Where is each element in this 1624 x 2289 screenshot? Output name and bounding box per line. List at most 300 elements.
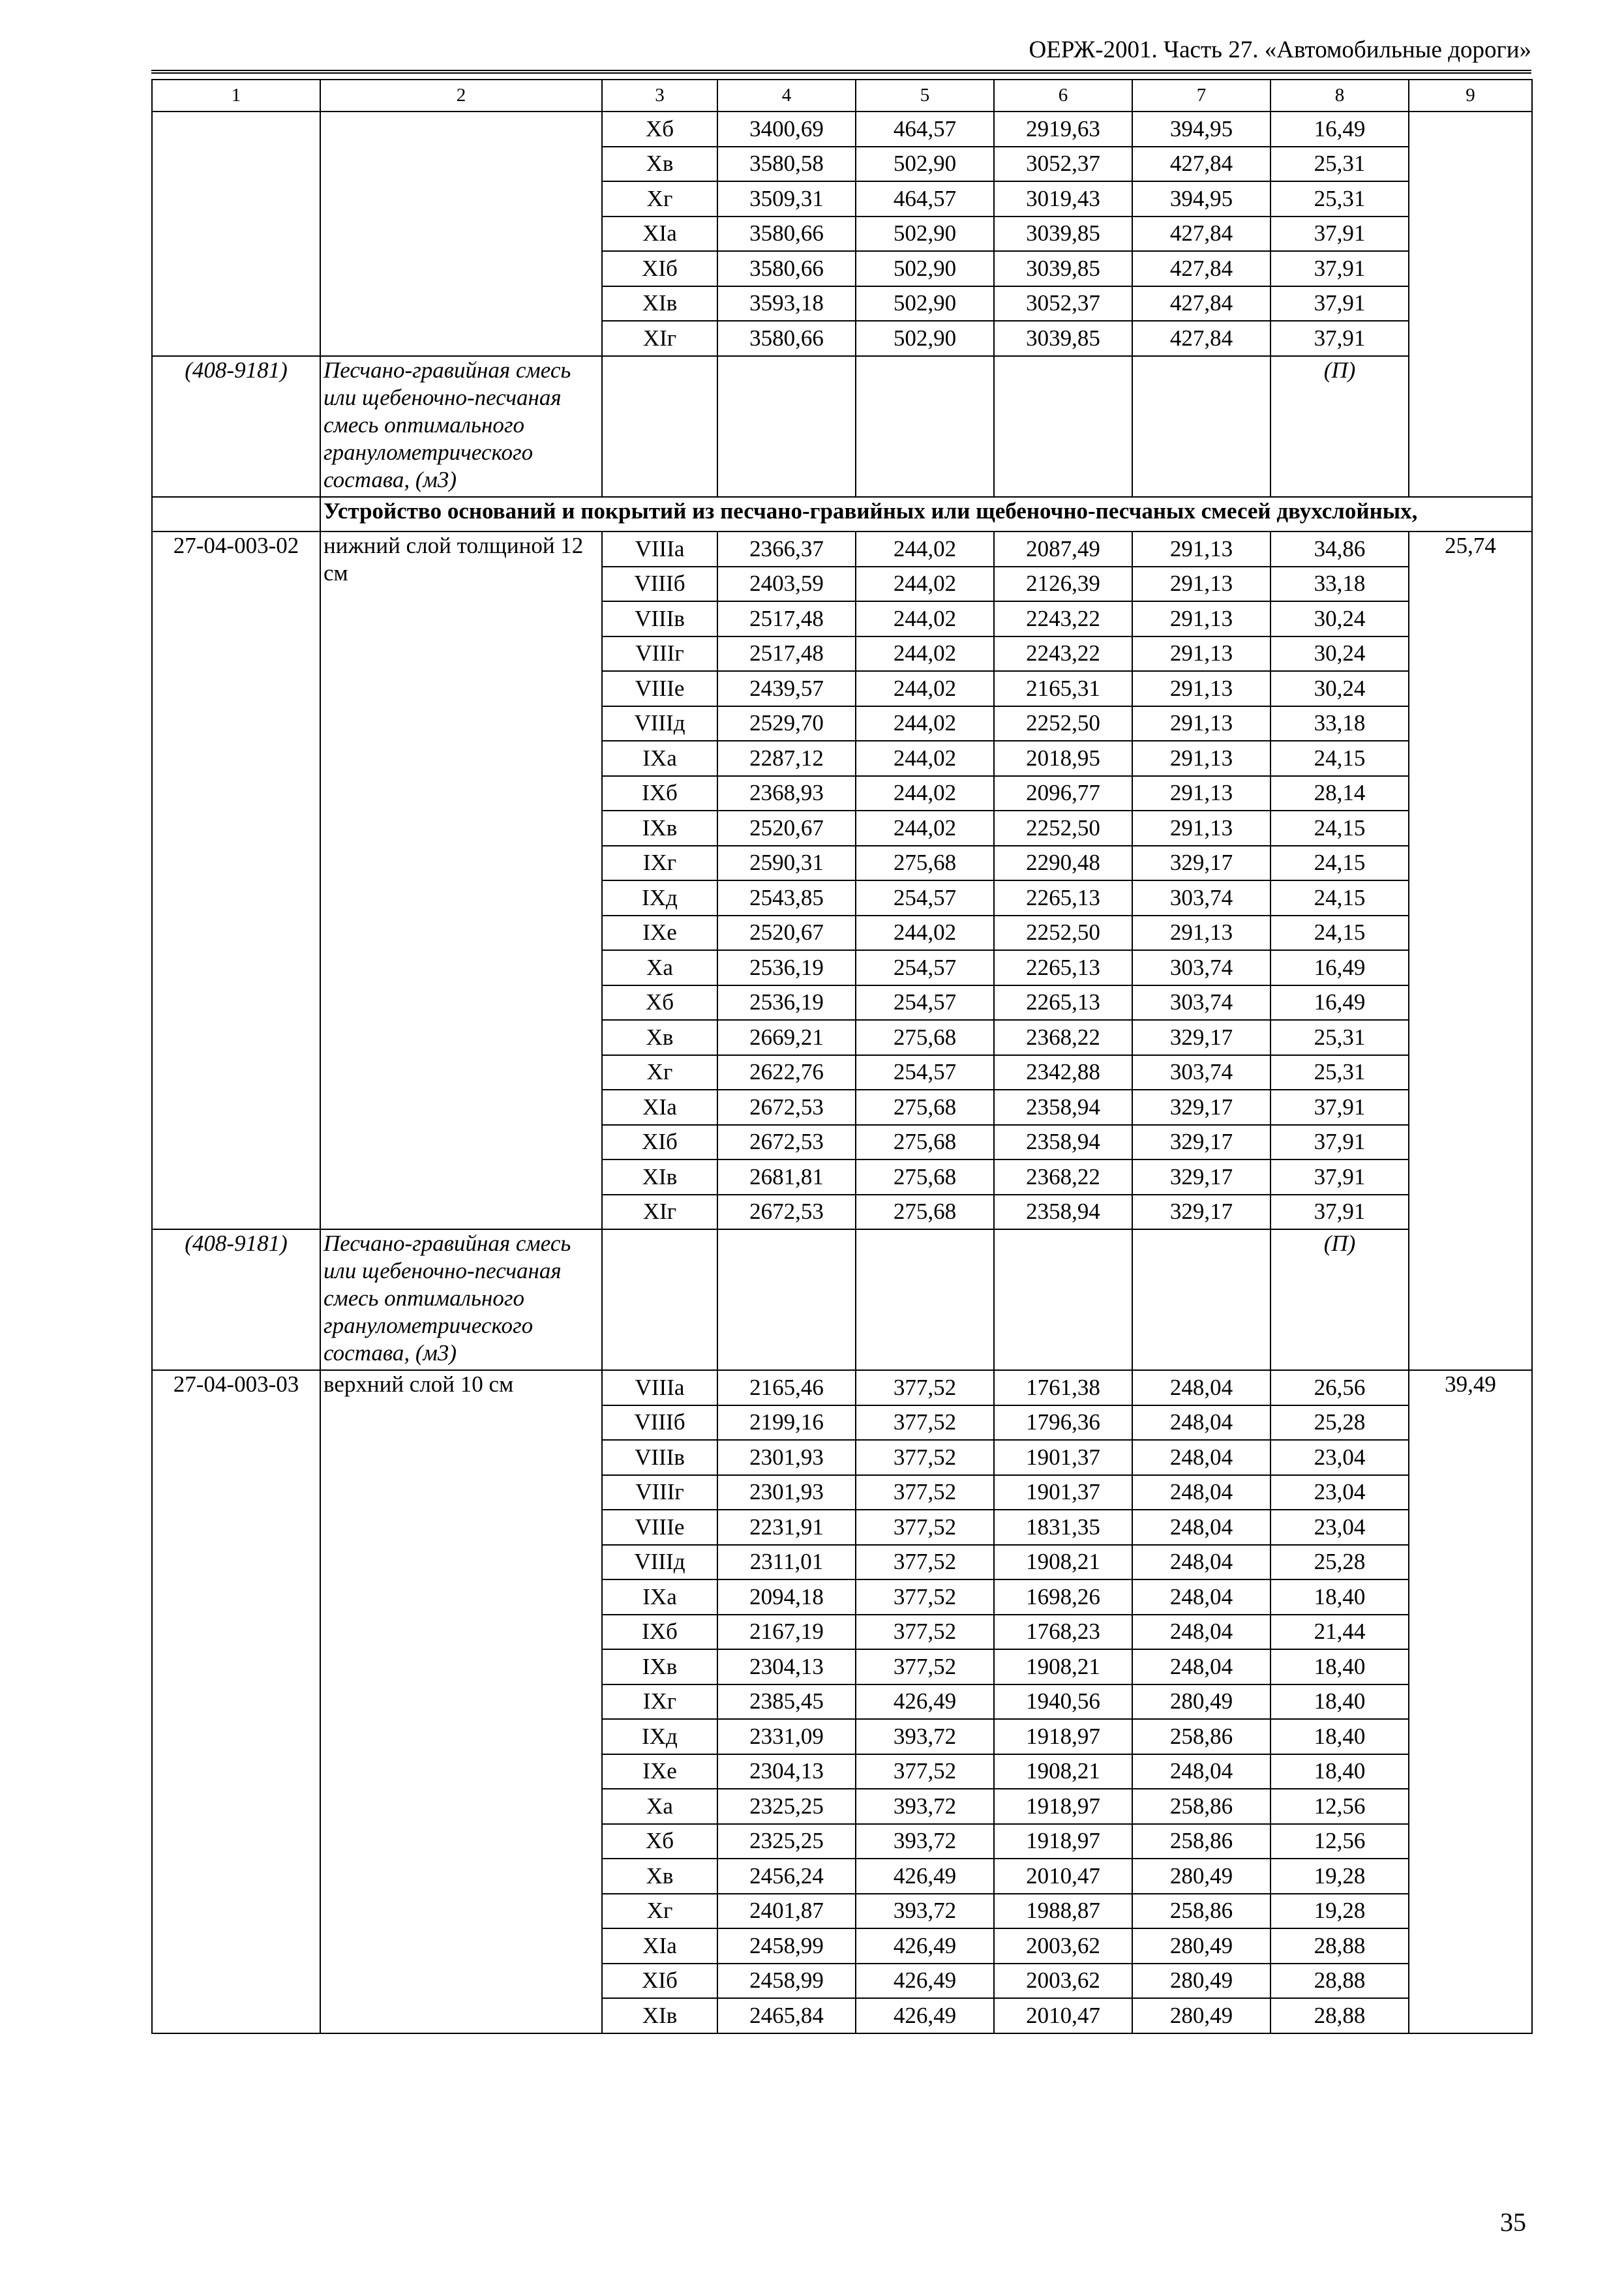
rate-code: 27-04-003-03 [152,1370,320,2033]
wages-cell: 502,90 [856,217,994,252]
total-cost-cell: 2590,31 [717,846,856,881]
total-cost-cell: 3580,66 [717,217,856,252]
class-cell: IXв [602,811,717,846]
materials-cell: 24,15 [1271,741,1409,776]
total-cost-cell: 2231,91 [717,1510,856,1545]
total-cost-cell: 2301,93 [717,1440,856,1475]
driver-wages-cell: 248,04 [1132,1615,1271,1650]
materials-cell: 24,15 [1271,880,1409,916]
wages-cell: 377,52 [856,1545,994,1580]
wages-cell: 502,90 [856,251,994,286]
machines-cell: 2126,39 [994,567,1132,602]
driver-wages-cell: 258,86 [1132,1719,1271,1754]
total-cost-cell: 2672,53 [717,1090,856,1125]
total-cost-cell: 2543,85 [717,880,856,916]
total-cost-cell: 3400,69 [717,112,856,147]
total-cost-cell: 2536,19 [717,950,856,985]
wages-cell: 464,57 [856,181,994,217]
class-cell: VIIIг [602,636,717,672]
class-cell: IXб [602,776,717,811]
driver-wages-cell: 427,84 [1132,321,1271,356]
materials-cell: 28,14 [1271,776,1409,811]
table-row [152,1370,1532,1405]
materials-cell: 30,24 [1271,671,1409,706]
driver-wages-cell: 427,84 [1132,286,1271,322]
wages-cell: 275,68 [856,1195,994,1230]
class-cell: IXд [602,1719,717,1754]
materials-cell: 16,49 [1271,985,1409,1021]
total-cost-cell: 2301,93 [717,1475,856,1510]
wages-cell: 244,02 [856,671,994,706]
wages-cell: 393,72 [856,1789,994,1824]
class-cell: VIIIа [602,531,717,567]
col9-cell-empty [1409,112,1532,497]
materials-cell: 37,91 [1271,1195,1409,1230]
class-cell: XIг [602,1195,717,1230]
empty-cell [1132,1229,1271,1370]
wages-cell: 275,68 [856,1090,994,1125]
materials-cell: 37,91 [1271,217,1409,252]
materials-cell: 28,88 [1271,1998,1409,2033]
total-cost-cell: 2325,25 [717,1824,856,1859]
driver-wages-cell: 258,86 [1132,1894,1271,1929]
class-cell: VIIIв [602,601,717,636]
machines-cell: 2342,88 [994,1055,1132,1090]
total-cost-cell: 2520,67 [717,811,856,846]
driver-wages-cell: 329,17 [1132,1159,1271,1195]
material-row [152,356,1532,497]
driver-wages-cell: 329,17 [1132,1195,1271,1230]
class-cell: VIIIг [602,1475,717,1510]
driver-wages-cell: 248,04 [1132,1579,1271,1615]
driver-wages-cell: 291,13 [1132,776,1271,811]
class-cell: IXа [602,741,717,776]
wages-cell: 377,52 [856,1754,994,1789]
materials-cell: 12,56 [1271,1789,1409,1824]
class-cell: Xв [602,1020,717,1055]
total-cost-cell: 2529,70 [717,706,856,741]
wages-cell: 254,57 [856,985,994,1021]
wages-cell: 377,52 [856,1405,994,1441]
wages-cell: 275,68 [856,1125,994,1160]
wages-cell: 502,90 [856,321,994,356]
rates-table [151,79,1533,2034]
machines-cell: 2003,62 [994,1964,1132,1999]
machines-cell: 2368,22 [994,1159,1132,1195]
machines-cell: 1908,21 [994,1754,1132,1789]
column-number: 2 [320,80,602,112]
total-cost-cell: 2456,24 [717,1859,856,1894]
total-cost-cell: 2681,81 [717,1159,856,1195]
materials-cell: 23,04 [1271,1440,1409,1475]
section-title: Устройство оснований и покрытий из песчано-гравийных или щебеночно-песчаных смесей двухслойных, [320,497,1532,532]
wages-cell: 254,57 [856,1055,994,1090]
table-row [152,531,1532,567]
driver-wages-cell: 291,13 [1132,741,1271,776]
class-cell: XIб [602,1125,717,1160]
column-number: 9 [1409,80,1532,112]
empty-cell [1132,356,1271,497]
materials-cell: 26,56 [1271,1370,1409,1405]
wages-cell: 377,52 [856,1649,994,1684]
wages-cell: 502,90 [856,286,994,322]
wages-cell: 244,02 [856,601,994,636]
driver-wages-cell: 280,49 [1132,1998,1271,2033]
code-cell-empty [152,112,320,356]
machines-cell: 2265,13 [994,880,1132,916]
total-cost-cell: 2458,99 [717,1964,856,1999]
class-cell: VIIIд [602,1545,717,1580]
materials-cell: 25,31 [1271,1020,1409,1055]
class-cell: IXг [602,846,717,881]
class-cell: IXг [602,1684,717,1720]
driver-wages-cell: 248,04 [1132,1649,1271,1684]
materials-cell: 21,44 [1271,1615,1409,1650]
empty-cell [717,356,856,497]
class-cell: IXе [602,916,717,951]
empty-cell [602,356,717,497]
total-cost-cell: 2517,48 [717,601,856,636]
machines-cell: 2252,50 [994,811,1132,846]
total-cost-cell: 2287,12 [717,741,856,776]
class-cell: IXб [602,1615,717,1650]
class-cell: IXд [602,880,717,916]
class-cell: Xг [602,1055,717,1090]
class-cell: IXа [602,1579,717,1615]
materials-cell: 18,40 [1271,1719,1409,1754]
wages-cell: 426,49 [856,1928,994,1964]
wages-cell: 377,52 [856,1615,994,1650]
materials-cell: 37,91 [1271,1125,1409,1160]
machines-cell: 3052,37 [994,147,1132,182]
rate-name: нижний слой толщиной 12 см [320,531,602,1229]
total-cost-cell: 2325,25 [717,1789,856,1824]
driver-wages-cell: 303,74 [1132,880,1271,916]
wages-cell: 393,72 [856,1894,994,1929]
rates-table-body [152,80,1532,2033]
column-number: 5 [856,80,994,112]
materials-cell: 18,40 [1271,1684,1409,1720]
wages-cell: 464,57 [856,112,994,147]
driver-wages-cell: 291,13 [1132,601,1271,636]
machines-cell: 2368,22 [994,1020,1132,1055]
driver-wages-cell: 258,86 [1132,1824,1271,1859]
wages-cell: 244,02 [856,567,994,602]
materials-cell: 28,88 [1271,1964,1409,1999]
driver-wages-cell: 427,84 [1132,217,1271,252]
class-cell: VIIIб [602,1405,717,1441]
col9-value: 25,74 [1409,531,1532,1370]
wages-cell: 254,57 [856,880,994,916]
total-cost-cell: 2517,48 [717,636,856,672]
class-cell: XIг [602,321,717,356]
machines-cell: 2165,31 [994,671,1132,706]
column-number: 4 [717,80,856,112]
wages-cell: 426,49 [856,1684,994,1720]
empty-cell [602,1229,717,1370]
wages-cell: 426,49 [856,1964,994,1999]
class-cell: VIIIа [602,1370,717,1405]
total-cost-cell: 2165,46 [717,1370,856,1405]
wages-cell: 426,49 [856,1998,994,2033]
class-cell: Xг [602,1894,717,1929]
driver-wages-cell: 248,04 [1132,1440,1271,1475]
driver-wages-cell: 303,74 [1132,1055,1271,1090]
wages-cell: 275,68 [856,1159,994,1195]
material-name: Песчано-гравийная смесь или щебеночно-песчаная смесь оптимального гранулометрического состава, (м3) [320,1229,602,1370]
class-cell: XIб [602,251,717,286]
materials-cell: 25,28 [1271,1405,1409,1441]
total-cost-cell: 3580,66 [717,251,856,286]
machines-cell: 3039,85 [994,217,1132,252]
machines-cell: 1768,23 [994,1615,1132,1650]
column-number: 6 [994,80,1132,112]
total-cost-cell: 2094,18 [717,1579,856,1615]
materials-cell: 16,49 [1271,112,1409,147]
class-cell: IXв [602,1649,717,1684]
wages-cell: 377,52 [856,1579,994,1615]
materials-cell: 37,91 [1271,1090,1409,1125]
column-number: 7 [1132,80,1271,112]
driver-wages-cell: 291,13 [1132,706,1271,741]
materials-cell: 37,91 [1271,321,1409,356]
materials-cell: 12,56 [1271,1824,1409,1859]
wages-cell: 426,49 [856,1859,994,1894]
machines-cell: 1940,56 [994,1684,1132,1720]
page-header-title: ОЕРЖ-2001. Часть 27. «Автомобильные дороги» [151,38,1531,74]
total-cost-cell: 2669,21 [717,1020,856,1055]
col9-value: 39,49 [1409,1370,1532,2033]
total-cost-cell: 2403,59 [717,567,856,602]
materials-cell: 25,31 [1271,1055,1409,1090]
machines-cell: 1901,37 [994,1440,1132,1475]
wages-cell: 244,02 [856,531,994,567]
empty-cell [994,356,1132,497]
class-cell: VIIIе [602,671,717,706]
page-number: 35 [1500,2207,1526,2237]
column-number: 8 [1271,80,1409,112]
total-cost-cell: 2622,76 [717,1055,856,1090]
wages-cell: 275,68 [856,846,994,881]
materials-cell: 33,18 [1271,567,1409,602]
machines-cell: 2358,94 [994,1125,1132,1160]
total-cost-cell: 2199,16 [717,1405,856,1441]
table-row [152,112,1532,147]
machines-cell: 1908,21 [994,1545,1132,1580]
materials-cell: 30,24 [1271,601,1409,636]
machines-cell: 2018,95 [994,741,1132,776]
machines-cell: 3039,85 [994,321,1132,356]
driver-wages-cell: 248,04 [1132,1545,1271,1580]
wages-cell: 254,57 [856,950,994,985]
materials-cell: 23,04 [1271,1510,1409,1545]
machines-cell: 1918,97 [994,1789,1132,1824]
wages-cell: 275,68 [856,1020,994,1055]
machines-cell: 1831,35 [994,1510,1132,1545]
total-cost-cell: 2520,67 [717,916,856,951]
materials-cell: 19,28 [1271,1859,1409,1894]
class-cell: IXе [602,1754,717,1789]
materials-cell: 37,91 [1271,1159,1409,1195]
wages-cell: 244,02 [856,636,994,672]
empty-cell [856,1229,994,1370]
materials-cell: 37,91 [1271,251,1409,286]
driver-wages-cell: 303,74 [1132,950,1271,985]
machines-cell: 1918,97 [994,1824,1132,1859]
materials-cell: 37,91 [1271,286,1409,322]
section-title-row [152,497,1532,532]
total-cost-cell: 2368,93 [717,776,856,811]
driver-wages-cell: 280,49 [1132,1964,1271,1999]
machines-cell: 1901,37 [994,1475,1132,1510]
wages-cell: 244,02 [856,741,994,776]
machines-cell: 2265,13 [994,950,1132,985]
machines-cell: 2096,77 [994,776,1132,811]
driver-wages-cell: 329,17 [1132,1090,1271,1125]
class-cell: XIв [602,286,717,322]
driver-wages-cell: 248,04 [1132,1510,1271,1545]
total-cost-cell: 2536,19 [717,985,856,1021]
machines-cell: 2290,48 [994,846,1132,881]
materials-cell: 25,31 [1271,147,1409,182]
empty-cell [152,497,320,532]
machines-cell: 2358,94 [994,1195,1132,1230]
materials-cell: 33,18 [1271,706,1409,741]
machines-cell: 2243,22 [994,601,1132,636]
class-cell: XIа [602,1090,717,1125]
class-cell: Xа [602,1789,717,1824]
machines-cell: 1796,36 [994,1405,1132,1441]
machines-cell: 1761,38 [994,1370,1132,1405]
rate-code: 27-04-003-02 [152,531,320,1229]
empty-cell [717,1229,856,1370]
wages-cell: 377,52 [856,1440,994,1475]
empty-cell [994,1229,1132,1370]
driver-wages-cell: 291,13 [1132,567,1271,602]
materials-cell: 28,88 [1271,1928,1409,1964]
driver-wages-cell: 248,04 [1132,1370,1271,1405]
materials-cell: 25,28 [1271,1545,1409,1580]
driver-wages-cell: 329,17 [1132,1020,1271,1055]
driver-wages-cell: 427,84 [1132,147,1271,182]
machines-cell: 2919,63 [994,112,1132,147]
materials-cell: 23,04 [1271,1475,1409,1510]
column-number-row [152,80,1532,112]
driver-wages-cell: 258,86 [1132,1789,1271,1824]
materials-cell: 34,86 [1271,531,1409,567]
driver-wages-cell: 329,17 [1132,1125,1271,1160]
class-cell: Xб [602,1824,717,1859]
class-cell: VIIIб [602,567,717,602]
materials-cell: 18,40 [1271,1579,1409,1615]
driver-wages-cell: 248,04 [1132,1754,1271,1789]
material-unit-note: (П) [1271,356,1409,497]
column-number: 1 [152,80,320,112]
driver-wages-cell: 394,95 [1132,181,1271,217]
total-cost-cell: 2672,53 [717,1195,856,1230]
driver-wages-cell: 291,13 [1132,636,1271,672]
class-cell: XIа [602,217,717,252]
wages-cell: 377,52 [856,1510,994,1545]
driver-wages-cell: 329,17 [1132,846,1271,881]
total-cost-cell: 2672,53 [717,1125,856,1160]
class-cell: XIв [602,1998,717,2033]
class-cell: XIа [602,1928,717,1964]
material-code: (408-9181) [152,356,320,497]
total-cost-cell: 2401,87 [717,1894,856,1929]
materials-cell: 18,40 [1271,1649,1409,1684]
machines-cell: 3052,37 [994,286,1132,322]
total-cost-cell: 2331,09 [717,1719,856,1754]
driver-wages-cell: 291,13 [1132,531,1271,567]
total-cost-cell: 2304,13 [717,1649,856,1684]
wages-cell: 377,52 [856,1475,994,1510]
total-cost-cell: 3509,31 [717,181,856,217]
column-number: 3 [602,80,717,112]
machines-cell: 3019,43 [994,181,1132,217]
driver-wages-cell: 427,84 [1132,251,1271,286]
machines-cell: 1908,21 [994,1649,1132,1684]
machines-cell: 2243,22 [994,636,1132,672]
driver-wages-cell: 394,95 [1132,112,1271,147]
class-cell: XIв [602,1159,717,1195]
driver-wages-cell: 303,74 [1132,985,1271,1021]
total-cost-cell: 2366,37 [717,531,856,567]
machines-cell: 2265,13 [994,985,1132,1021]
machines-cell: 3039,85 [994,251,1132,286]
materials-cell: 19,28 [1271,1894,1409,1929]
class-cell: Xв [602,147,717,182]
wages-cell: 244,02 [856,916,994,951]
machines-cell: 2010,47 [994,1998,1132,2033]
machines-cell: 2010,47 [994,1859,1132,1894]
class-cell: VIIIв [602,1440,717,1475]
wages-cell: 377,52 [856,1370,994,1405]
class-cell: Xб [602,112,717,147]
total-cost-cell: 2311,01 [717,1545,856,1580]
materials-cell: 18,40 [1271,1754,1409,1789]
material-name: Песчано-гравийная смесь или щебеночно-песчаная смесь оптимального гранулометрического состава, (м3) [320,356,602,497]
wages-cell: 244,02 [856,811,994,846]
driver-wages-cell: 280,49 [1132,1684,1271,1720]
wages-cell: 393,72 [856,1824,994,1859]
class-cell: VIIIд [602,706,717,741]
class-cell: Xб [602,985,717,1021]
total-cost-cell: 3580,58 [717,147,856,182]
machines-cell: 2003,62 [994,1928,1132,1964]
class-cell: XIб [602,1964,717,1999]
materials-cell: 24,15 [1271,916,1409,951]
total-cost-cell: 2458,99 [717,1928,856,1964]
wages-cell: 502,90 [856,147,994,182]
empty-cell [856,356,994,497]
machines-cell: 2358,94 [994,1090,1132,1125]
class-cell: VIIIе [602,1510,717,1545]
driver-wages-cell: 280,49 [1132,1859,1271,1894]
total-cost-cell: 2167,19 [717,1615,856,1650]
total-cost-cell: 2385,45 [717,1684,856,1720]
class-cell: Xв [602,1859,717,1894]
machines-cell: 1698,26 [994,1579,1132,1615]
driver-wages-cell: 280,49 [1132,1928,1271,1964]
materials-cell: 25,31 [1271,181,1409,217]
wages-cell: 244,02 [856,706,994,741]
driver-wages-cell: 291,13 [1132,916,1271,951]
material-row [152,1229,1532,1370]
total-cost-cell: 2304,13 [717,1754,856,1789]
total-cost-cell: 3593,18 [717,286,856,322]
machines-cell: 1918,97 [994,1719,1132,1754]
